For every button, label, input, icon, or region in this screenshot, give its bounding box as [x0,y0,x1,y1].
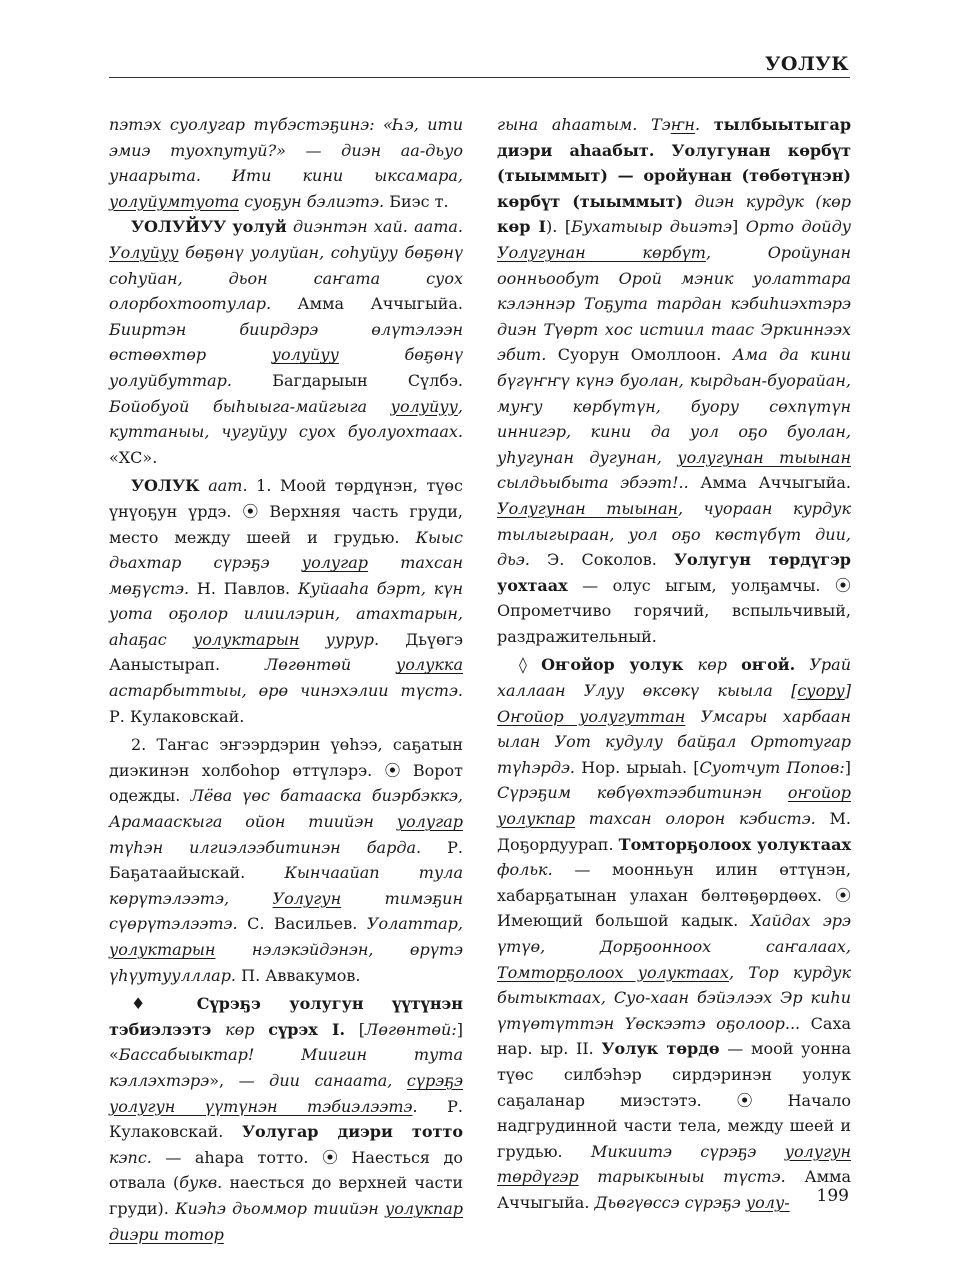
text-run: Тэ [651,115,671,134]
text-run: Лөгөнтөй [264,655,396,675]
text-run: П. Аввакумов. [241,965,361,985]
text-run: көр I [497,217,546,237]
text-run: Бухатыыр дьиэтэ [571,217,732,237]
text-run: уолуй [232,217,287,237]
text-run: УОЛУК [131,476,200,496]
text-run: көр [683,655,742,675]
text-run: Бойобуой быһыыга-майгыга [109,396,391,416]
text-run: Р. Кулаковскай. [109,706,245,726]
text-run: тимэҕин сүөрүтэлээтэ. [109,888,464,934]
text-run: Лёва үөс батааска биэрбэккэ, Арамааскыга ойон тиийэн [109,786,463,832]
text-run: Микиитэ сүрэҕэ [590,1141,785,1161]
text-run: Уолуйуу [109,242,179,262]
text-run: . [694,115,714,134]
text-run: ] « [109,1019,463,1065]
text-run: , Оройунан оонньообут Орой мэник уолаттара кэлэннэр Тоҕута тардан кэбиһиэхтэрэ диэн Түөрт хос истиил таас Эркиннээх эбит. [497,242,851,365]
text-run: Р. Баҕатаайыскай. [109,837,463,883]
text-run: аат. [199,476,257,496]
left-column-paragraph [109,473,463,729]
text-run: [ [345,1019,365,1039]
text-run: уолуйуу [271,345,339,365]
text-run: Суорун Омоллоон. [557,345,733,365]
text-run: астарбыттыы, өрө чинэхэлии түстэ. [109,681,463,701]
text-run: Хайдах эрэ үтүө, Дорҕоонноох саҥалаах, [497,911,852,956]
text-run: оҥойор уолукпар [497,783,851,829]
text-run: Сүрэҕим көбүөхтээбитинэн [497,783,788,803]
text-run: уолукка [395,655,463,675]
text-run: Умсары харбаан ылан Уот кудулу байҕал Ортотугар түһэрдэ. [497,706,851,777]
text-run: 2. Таҥас эҥээрдэрин үөһээ, саҕатын диэкинэн холбоһор өттүлэрэ. ⦿ Ворот одежды. [109,735,463,806]
text-run: Урай халлаан Улуу өксөкү кыыла [ [497,655,852,701]
text-run: Уолугунан тыынан [497,498,679,518]
text-run: уурур. [299,629,406,649]
text-run: Амма Аччыгыйа. [297,294,463,314]
text-run: наесться до верхней части груди). [109,1173,464,1218]
text-run: суоҕун бэлиэтэ. [239,191,390,211]
text-run: тахсан мөҕүстэ. [109,553,463,598]
text-run: Оҥойор уолук [541,655,684,675]
text-run: уолуйуу [390,396,458,416]
text-run: сылдьыбыта эбээт!.. [497,473,701,493]
text-run: «ХС». [109,447,158,467]
text-run: Р. Кулаковскай. [109,1096,463,1142]
text-run: диэнтэн хай. аата. [286,217,463,237]
text-run: ] [844,757,852,777]
text-run: Амма Аччыгыйа. [700,473,851,493]
text-run: Суотчут Попов: [699,757,845,777]
text-run: нэлэкэйдэнэн, өрүтэ үһүутуулллар. [109,940,463,985]
text-run: ҥн [670,115,695,134]
text-run: Киэһэ дьоммор тиийэн [175,1198,385,1218]
text-run: ♦ Сүрэҕэ уолугун үүтүнэн тэбиэлээтэ [109,994,463,1039]
text-run: тахсан олорон кэбистэ. [575,809,830,829]
text-run: Кынчаайап тула көрүтэлээтэ, [109,863,463,908]
text-run: Дьүөгэ Ааныстырап. [109,629,463,675]
text-run: сүрэҕэ уолугун үүтүнэн тэбиэлээтэ [109,1070,463,1116]
text-run: бөҕөнү уолуйбуттар. [109,345,464,390]
text-run: түһэн илгиэлээбитинэн барда. [109,837,448,857]
text-run: суору [797,681,845,701]
left-column-paragraph [109,112,463,214]
text-run: Оҥойор уолугуттан [497,706,686,726]
text-run: гына аһаатым. [497,115,652,134]
text-run: Лөгөнтөй: [365,1019,457,1039]
text-run: Томторҕолоох уолуктаах [497,962,729,982]
left-column [109,112,463,1247]
text-run: ). [ [545,217,572,237]
text-run: С. Васильев. [247,914,367,934]
text-run: Уолугун [272,888,342,908]
text-run: Уолугун төрдүгэр уохтаах [497,550,851,595]
text-run: Саха нар. ыр. II. [497,1013,851,1059]
text-run: Биэс т. [389,191,449,211]
text-run: , Тор курдук бытыктаах, Суо-хаан бэйэлээх Эр киһи үтүөтүттэн Үөскээтэ оҕолоор... [497,962,852,1033]
page-number: 199 [816,1186,849,1206]
text-run: Бассабыыктар! Миигин тута кэллэхтэрэ [109,1045,463,1090]
text-run: тылбыытыгар диэри аһаабыт. Уолугунан көрбүт (тыыммыт) — оройунан (төбөтүнэн) көрбүт (тыыммыт) [497,115,852,211]
text-run: , чуораан курдук тылыгыраан, уол оҕо көстүбүт дии, дьэ. [497,498,851,570]
header-divider [109,77,850,78]
text-run: 1. Моой төрдүнэн, түөс үнүоҕун үрдэ. ⦿ Верхняя часть груди, место между шеей и грудью. [109,476,464,547]
running-header-title: УОЛУК [765,53,849,75]
text-run: уолугар [396,812,463,832]
text-run: уолу- [745,1192,790,1212]
text-run: Н. Павлов. [196,578,298,598]
text-run: ] [731,217,746,237]
text-run: Томторҕолоох уолуктаах [618,834,851,854]
text-run: Бииртэн биирдэрэ өлүтэлээн өстөөхтөр [109,319,463,365]
text-run: , куттаныы, чугуйуу суох буолуохтаах. [109,396,463,442]
right-column-paragraph [497,112,851,649]
text-run: Уолук төрдө [601,1039,720,1059]
text-run: уолуктарын [192,629,300,649]
text-run: оҥой. [741,655,796,675]
text-run: уолуктарын [109,940,216,959]
text-run: көр [821,191,851,211]
text-run: уолуйумтуота [109,191,240,211]
text-run: УОЛУЙУУ [131,217,227,237]
text-run: ◊ [519,655,542,675]
text-run: Куйааһа бэрт, күн уота оҕолор илиилэрин, атахтарын, аһаҕас [109,578,463,649]
text-run: М. Доҕордуурап. [497,809,851,854]
text-run: пэтэх суолугар түбэстэҕинэ: «Һэ, ити эмиэ туохпутуй?» — диэн аа-дьуо унаарыта. Ити кини ыксамара, [109,115,463,186]
text-run: — моонньун илин өттүнэн, хабарҕатынан улахан бөлтөҕөрдөөх. ⦿ Имеющий большой кадык. [497,860,851,931]
text-run: фольк. [497,860,575,880]
text-run: бөҕөнү уолуйан, соһуйуу бөҕөнү соһуйан, дьон саҥата суох олорбохтоотулар. [109,242,463,314]
text-run: Уолаттар, [366,914,464,934]
text-run: кэпс. [109,1147,166,1167]
text-run: Уолугунан көрбүт [497,242,706,262]
text-run: Э. Соколов. [547,550,674,570]
text-run: тарыкыныы түстэ. [578,1167,805,1187]
text-run: — аһара тотто. ⦿ Наесться до отвала ( [109,1147,463,1193]
text-run: Уолугар диэри тотто [241,1122,463,1142]
left-column-paragraph [109,732,463,988]
right-column [497,112,851,1216]
text-run: Орто дойду [745,217,852,237]
left-column-paragraph [109,991,463,1247]
text-run: сүрэх I. [268,1019,346,1039]
text-run: Ама да кини бүгүҥҥү күнэ буолан, кырдьан-буорайан, муҥу көрбүтүн, буору сөхпүтүн иннигэр, кини да уол оҕо буолан, уһугунан дугунан, [497,345,851,467]
left-column-paragraph [109,214,463,470]
text-run: », — [209,1070,270,1090]
text-run: ] [844,681,851,701]
text-run: Нор. ырыаһ. [ [581,757,700,777]
text-run: букв. [179,1173,223,1193]
text-run: диэн курдук ( [683,191,822,211]
text-run: Багдарыын Сүлбэ. [272,370,463,390]
text-run: уолугар [301,553,369,573]
text-run: уолугун төрдүгэр [497,1141,852,1187]
text-run: Кыыс дьахтар сүрэҕэ [109,527,463,573]
text-run: уолукпар диэри тотор [109,1198,463,1244]
text-run: Амма Аччыгыйа. [497,1167,851,1212]
text-run: дии санаата, [269,1070,407,1090]
text-run: Дьөгүөссэ сүрэҕэ [594,1192,746,1212]
text-run: — моой уонна түөс силбэһэр сирдэринэн уолук саҕаланар миэстэтэ. ⦿ Начало надгрудинной части тела, между шеей и грудью. [497,1039,852,1161]
right-column-paragraph [497,652,851,1215]
text-run: — олус ыгым, уолҕамчы. ⦿ Опрометчиво горячий, вспыльчивый, раздражительный. [497,575,851,646]
text-run: көр [211,1019,269,1039]
text-run: . [412,1096,448,1116]
text-run: уолугунан тыынан [677,447,851,467]
